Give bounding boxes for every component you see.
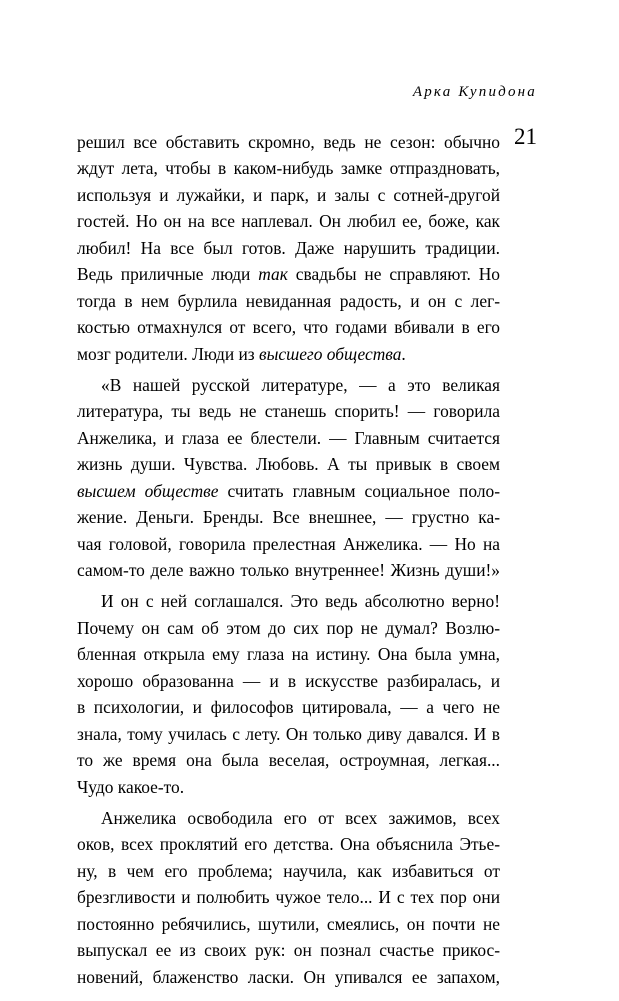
text-line: оков, всех проклятий его детства. Она объяснила Этье- <box>77 834 500 855</box>
text-line: Чудо какое-то. <box>77 776 185 797</box>
text-line: гостей. Но он на все наплевал. Он любил ее, боже, как <box>77 211 500 232</box>
text-line: И он с ней соглашался. Это ведь абсолютно верно! <box>101 591 500 612</box>
text-line: то же время она была веселая, остроумная, легкая... <box>77 750 500 771</box>
italic-phrase: высшего общества <box>259 343 402 364</box>
text-line: ну, в чем его проблема; научила, как избавиться от <box>77 860 500 881</box>
text-line: в психологии, и философов цитировала, — а чего не <box>77 697 500 718</box>
text-line: Анжелика освободила его от всех зажимов, всех <box>101 807 500 828</box>
text-line: постоянно ребячились, шутили, смеялись, он почти не <box>77 913 500 934</box>
text-line: новений, блаженство ласки. Он упивался ее запахом, <box>77 966 500 987</box>
text-line: Почему он сам об этом до сих пор не думал? Возлю- <box>77 617 500 638</box>
text-line: решил все обставить скромно, ведь не сезон: обычно <box>77 132 500 152</box>
book-text <box>77 129 500 990</box>
text-line: костью отмахнулся от всего, что годами вбивали в его <box>77 317 500 338</box>
text-line: жизнь души. Чувства. Любовь. А ты привык в своем <box>77 454 500 475</box>
text-line: знала, тому училась с лету. Он только диву давался. И в <box>77 723 500 744</box>
page-number: 21 <box>514 124 537 149</box>
text-line: ждут лета, чтобы в каком-нибудь замке отпраздновать, <box>77 158 500 179</box>
text-line: самом-то деле важно только внутреннее! Жизнь души!» <box>77 560 500 580</box>
text-line: используя и лужайки, и парк, и залы с сотней-другой <box>77 184 500 205</box>
text-line: хорошо образованна — и в искусстве разбиралась, и <box>77 670 500 691</box>
text-run: Ведь приличные люди <box>77 264 259 285</box>
text-line: выпускал ее из своих рук: он познал счастье прикос- <box>77 940 500 961</box>
running-head-title: Арка Купидона <box>412 84 537 100</box>
text-line: бленная открыла ему глаза на истину. Она была умна, <box>77 644 500 665</box>
text-line: брезгливости и полюбить чужое тело... И с тех пор они <box>77 887 500 908</box>
text-run: свадьбы не справляют. Но <box>287 264 500 285</box>
text-line: «В нашей русской литературе, — а это великая <box>101 374 500 395</box>
text-line: чая головой, говорила прелестная Анжелика. — Но на <box>77 533 500 554</box>
text-line: тогда в нем бурлила невиданная радость, и он с лег- <box>77 290 500 311</box>
text-run: мозг родители. Люди из <box>77 343 260 364</box>
text-line <box>77 341 500 367</box>
text-line: Анжелика, и глаза ее блестели. — Главным считается <box>77 427 500 448</box>
text-line: жение. Деньги. Бренды. Все внешнее, — грустно ка- <box>77 507 500 528</box>
text-run: . <box>401 343 406 364</box>
text-line <box>77 261 500 287</box>
text-line <box>77 478 500 504</box>
italic-phrase: высшем обществе <box>77 480 219 501</box>
italic-word: так <box>258 264 288 285</box>
text-line: литература, ты ведь не станешь спорить! — говорила <box>77 401 500 422</box>
text-line: любил! На все был готов. Даже нарушить традиции. <box>77 237 500 258</box>
text-run: считать главным социальное поло- <box>218 480 500 501</box>
